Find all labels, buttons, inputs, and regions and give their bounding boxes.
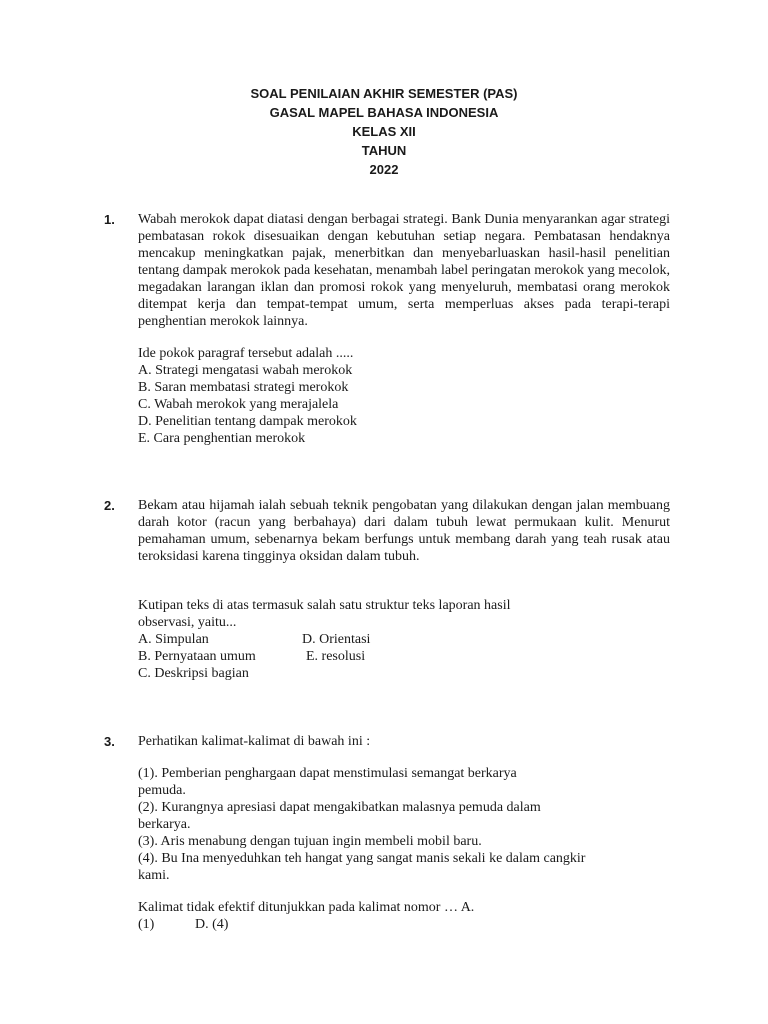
question-3-option-a[interactable]: (1) <box>138 917 155 932</box>
question-3 <box>138 733 670 933</box>
question-2-option-d[interactable]: D. Orientasi <box>302 632 371 647</box>
question-3-sentence-1-cont: pemuda. <box>138 783 186 798</box>
question-1-option-c[interactable]: C. Wabah merokok yang merajalela <box>138 397 339 412</box>
question-2-option-a[interactable]: A. Simpulan <box>138 632 209 647</box>
question-1-option-e[interactable]: E. Cara penghentian merokok <box>138 431 306 446</box>
question-3-intro: Perhatikan kalimat-kalimat di bawah ini : <box>138 734 371 749</box>
question-3-option-d[interactable]: D. (4) <box>195 917 229 932</box>
question-3-sentence-1: (1). Pemberian penghargaan dapat menstimulasi semangat berkarya <box>138 766 517 781</box>
question-1-option-a[interactable]: A. Strategi mengatasi wabah merokok <box>138 363 353 378</box>
question-3-sentence-2-cont: berkarya. <box>138 817 191 832</box>
header-class: KELAS XII <box>352 124 416 139</box>
question-3-sentence-3: (3). Aris menabung dengan tujuan ingin membeli mobil baru. <box>138 834 482 849</box>
question-1 <box>138 211 670 447</box>
question-2-number: 2. <box>104 498 115 513</box>
question-1-passage: Wabah merokok dapat diatasi dengan berbagai strategi. Bank Dunia menyarankan agar strategi pembatasan rokok disesuaikan dengan kebutuhan setiap negara. Pembatasan hendaknya mencakup meningkatkan pajak, menerbitkan dan menyebarluaskan hasil-hasil penelitian tentang dampak merokok pada kesehatan, menambah label peringatan merokok yang mecolok, megadakan larangan iklan dan promosi rokok yang menyeluruh, membatasi orang merokok ditempat kerja dan tempat-tempat umum, serta memperluas akses pada terapi-terapi penghentian merokok lainnya. <box>138 212 670 329</box>
question-1-number: 1. <box>104 212 115 227</box>
question-3-options-row <box>138 916 670 933</box>
exam-header <box>0 84 768 179</box>
question-3-number: 3. <box>104 734 115 749</box>
question-1-prompt: Ide pokok paragraf tersebut adalah ..... <box>138 346 354 361</box>
question-2-prompt-line-1: Kutipan teks di atas termasuk salah satu struktur teks laporan hasil <box>138 598 511 613</box>
question-2-option-b[interactable]: B. Pernyataan umum <box>138 649 256 664</box>
question-2-passage: Bekam atau hijamah ialah sebuah teknik pengobatan yang dilakukan dengan jalan membuang darah kotor (racun yang berbahaya) dari dalam tubuh lewat permukaan kulit. Menurut pemahaman umum, sebenarnya bekam berfungs untuk membang darah yang teah rusak atau teroksidasi karena tingginya oksidan dalam tubuh. <box>138 498 670 564</box>
question-2-option-c[interactable]: C. Deskripsi bagian <box>138 666 249 681</box>
question-1-option-b[interactable]: B. Saran membatasi strategi merokok <box>138 380 349 395</box>
question-3-sentence-4-cont: kami. <box>138 868 170 883</box>
header-title: SOAL PENILAIAN AKHIR SEMESTER (PAS) <box>250 86 518 101</box>
question-2-option-e[interactable]: E. resolusi <box>306 649 366 664</box>
question-3-sentence-4: (4). Bu Ina menyeduhkan teh hangat yang sangat manis sekali ke dalam cangkir <box>138 851 586 866</box>
question-2-prompt-block <box>138 597 670 682</box>
header-year-label: TAHUN <box>361 143 407 158</box>
question-3-prompt: Kalimat tidak efektif ditunjukkan pada kalimat nomor … A. <box>138 900 475 915</box>
header-year: 2022 <box>369 162 399 177</box>
question-3-sentence-2: (2). Kurangnya apresiasi dapat mengakibatkan malasnya pemuda dalam <box>138 800 541 815</box>
question-1-option-d[interactable]: D. Penelitian tentang dampak merokok <box>138 414 357 429</box>
header-subject: GASAL MAPEL BAHASA INDONESIA <box>269 105 499 120</box>
question-2 <box>138 497 670 565</box>
question-2-prompt-line-2: observasi, yaitu... <box>138 615 237 630</box>
